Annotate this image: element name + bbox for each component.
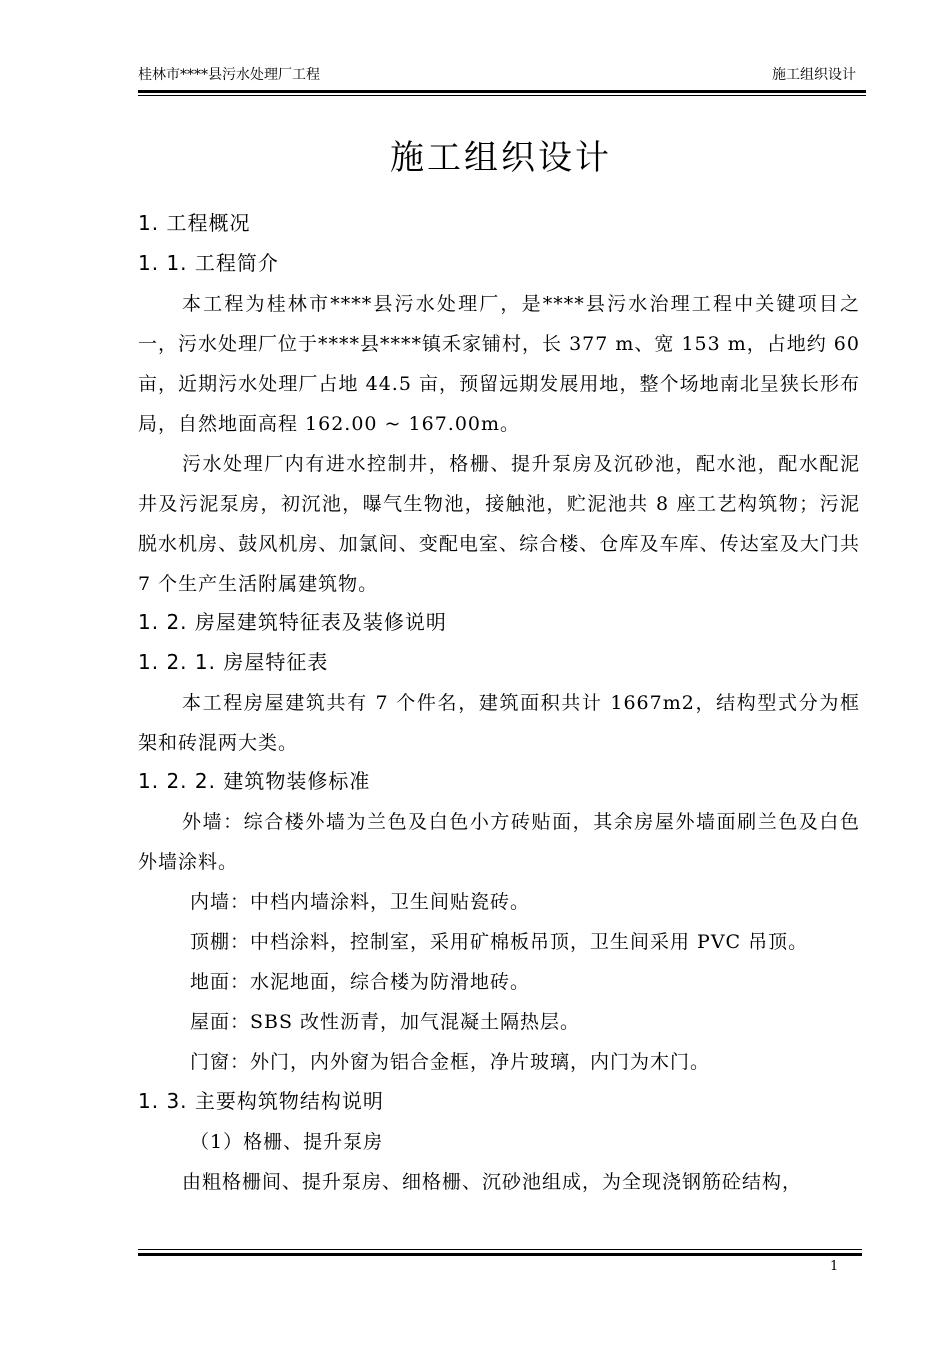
heading-1-2: 1. 2. 房屋建筑特征表及装修说明 xyxy=(138,610,447,634)
line-doors-windows: 门窗：外门，内外窗为铝合金框，净片玻璃，内门为木门。 xyxy=(190,1051,711,1073)
paragraph-intro: 本工程为桂林市****县污水处理厂，是****县污水治理工程中关键项目之一，污水处理厂位于****县****镇禾家铺村，长 377 m、宽 153 m，占地约 60 亩，近期污水处理厂占地 44.5 亩，预留远期发展用地，整个场地南北呈狭长形布局，自然地面高程 162.00 ~ 167.00m。 xyxy=(138,293,860,435)
line-ceiling: 顶棚：中档涂料，控制室，采用矿棉板吊顶，卫生间采用 PVC 吊顶。 xyxy=(190,931,809,953)
line-floor: 地面：水泥地面，综合楼为防滑地砖。 xyxy=(190,971,531,993)
header-project-name: 桂林市****县污水处理厂工程 xyxy=(138,67,320,83)
header-rule xyxy=(138,90,866,93)
footer-rule-thin xyxy=(138,1249,862,1250)
paragraph-structures: 污水处理厂内有进水控制井，格栅、提升泵房及沉砂池，配水池，配水配泥井及污泥泵房，初沉池，曝气生物池，接触池，贮泥池共 8 座工艺构筑物；污泥脱水机房、鼓风机房、加氯间、变配电室、综合楼、仓库及车库、传达室及大门共 7 个生产生活附属建筑物。 xyxy=(138,453,860,595)
line-interior-wall: 内墙：中档内墙涂料，卫生间贴瓷砖。 xyxy=(190,891,531,913)
heading-1-2-2: 1. 2. 2. 建筑物装修标准 xyxy=(138,769,371,793)
header-rule-thin xyxy=(138,95,866,96)
header-doc-name: 施工组织设计 xyxy=(772,67,856,83)
paragraph-exterior-wall: 外墙：综合楼外墙为兰色及白色小方砖贴面，其余房屋外墙面刷兰色及白色外墙涂料。 xyxy=(138,811,860,873)
page-number: 1 xyxy=(830,1259,839,1274)
heading-1-2-1: 1. 2. 1. 房屋特征表 xyxy=(138,650,329,674)
paragraph-building-features: 本工程房屋建筑共有 7 个件名，建筑面积共计 1667m2，结构型式分为框架和砖混两大类。 xyxy=(138,692,860,754)
paragraph-grille-description: 由粗格栅间、提升泵房、细格栅、沉砂池组成，为全现浇钢筋砼结构， xyxy=(182,1171,803,1193)
page-header xyxy=(138,64,864,86)
line-roof: 屋面：SBS 改性沥青，加气混凝土隔热层。 xyxy=(190,1011,581,1033)
footer-rule xyxy=(138,1253,862,1256)
line-grille-pump-room: （1）格栅、提升泵房 xyxy=(190,1131,384,1153)
heading-1: 1. 工程概况 xyxy=(138,211,251,235)
document-title: 施工组织设计 xyxy=(390,138,612,178)
heading-1-3: 1. 3. 主要构筑物结构说明 xyxy=(138,1089,384,1113)
heading-1-1: 1. 1. 工程简介 xyxy=(138,251,279,275)
